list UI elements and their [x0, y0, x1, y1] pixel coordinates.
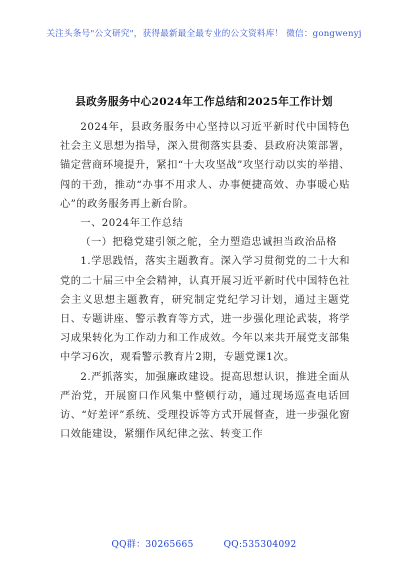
qq-contact-label: QQ:535304092 — [223, 540, 297, 550]
subsection-heading: （一）把稳党建引领之舵，全力塑造忠诚担当政治品格 — [80, 237, 337, 249]
intro-paragraph: 2024年，县政务服务中心坚持以习近平新时代中国特色社会主义思想为指导，深入贯彻落实县委、县政府决策部署，锚定营商环境提升，紧扣“十大攻坚战”攻坚行动以实的举措、闯的干劲，推动“办事不用求人、办事便捷高效、办事暖心贴心”的政务服务再上新台阶。 — [60, 122, 350, 210]
footer-contact — [0, 537, 408, 550]
section-heading: 一、2024年工作总结 — [80, 218, 184, 230]
qq-group-label: QQ群：30265665 — [111, 540, 194, 550]
document-title: 县政务服务中心2024年工作总结和2025年工作计划 — [75, 96, 333, 108]
body-paragraph-2: 2.严抓落实，加强廉政建设。提高思想认识，推进全面从严治党，开展窗口作风集中整顿行动，通过现场巡查电话回访、“好差评”系统、受理投诉等方式开展督查，进一步强化窗口效能建设，紧绷作风纪律之弦、转变工作 — [60, 371, 350, 441]
promo-banner: 关注头条号"公文研究"，获得最新最全最专业的公文资料库！ 微信：gongwenyj — [46, 29, 362, 39]
body-paragraph-1: 1.学思践悟，落实主题教育。深入学习贯彻党的二十大和党的二十届三中全会精神，认真开展习近平新时代中国特色社会主义思想主题教育，研究制定党纪学习计划，通过主题党日、专题讲座、警示教育等方式，进一步强化理论武装，将学习成果转化为工作动力和工作成效。今年以来共开展党支部集中学习6次，观看警示教育片2期，专题党课1次。 — [60, 256, 350, 364]
document-body — [60, 118, 350, 444]
